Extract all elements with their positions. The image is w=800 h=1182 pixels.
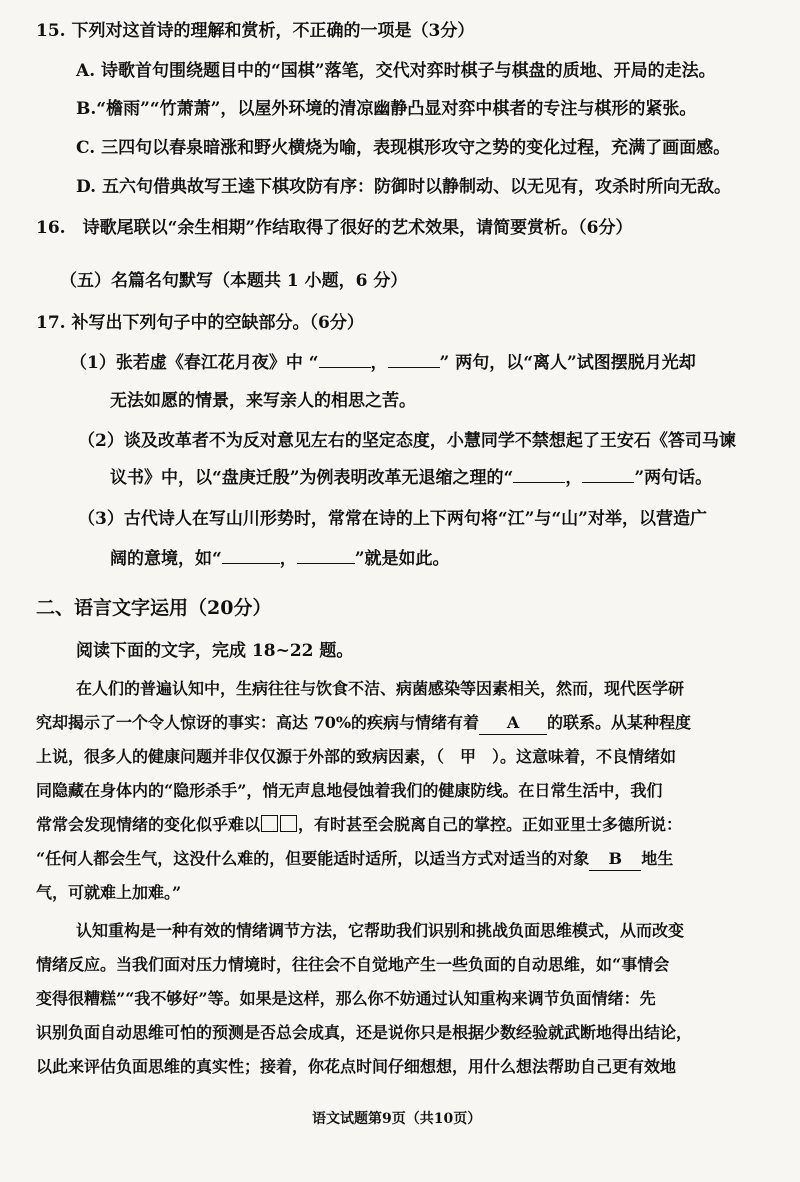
q17-part-2: （2）谈及改革者不为反对意见左右的坚定态度，小慧同学不禁想起了王安石《答司马谏 [78,431,736,451]
question-16: 16. 诗歌尾联以“余生相期”作结取得了很好的艺术效果，请简要赏析。（6分） [36,218,633,238]
passage-line: 变得很糟糕”“我不够好”等。如果是这样，那么你不妨通过认知重构来调节负面情绪：先 [36,989,656,1008]
reading-instruction: 阅读下面的文字，完成 18~22 题。 [76,641,354,661]
section-heading-2: 二、语言文字运用（20分） [36,597,272,619]
passage-line: 识别负面自动思维可怕的预测是否总会成真，还是说你只是根据少数经验就武断地得出结论， [36,1023,693,1042]
comma: ， [370,353,388,373]
empty-box [280,815,297,832]
q15-option-b: B.“檐雨”“竹萧萧”，以屋外环境的清凉幽静凸显对弈中棋者的专注与棋形的紧张。 [76,99,697,119]
q17-part-3-cont [110,548,450,570]
q15-option-c: C. 三四句以春泉暗涨和野火横烧为喻，表现棋形攻守之势的变化过程，充满了画面感。 [76,138,731,158]
passage-line: 在人们的普遍认知中，生病往往与饮食不洁、病菌感染等因素相关，然而，现代医学研 [76,679,685,698]
passage-line: 认知重构是一种有效的情绪调节方法，它帮助我们识别和挑战负面思维模式，从而改变 [76,921,685,940]
q17-part-1-cont: 无法如愿的情景，来写亲人的相思之苦。 [110,391,416,411]
passage-text: ，有时甚至会脱离自己的掌控。正如亚里士多德所说： [298,815,683,834]
q17-part-3: （3）古代诗人在写山川形势时，常常在诗的上下两句将“江”与“山”对举，以营造广 [78,509,707,529]
page-footer: 语文试题第9页（共10页） [312,1111,482,1127]
answer-blank[interactable] [513,468,565,483]
q17-stem: 17. 补写出下列句子中的空缺部分。（6分） [36,313,364,333]
q17-p2-text-start: 议书》中，以“盘庚迁殷”为例表明改革无退缩之理的“ [110,468,514,488]
passage-text: 常常会发现情绪的变化似乎难以 [36,815,261,834]
q17-part-2-cont [110,467,712,489]
answer-blank[interactable] [319,353,371,368]
passage-line [36,814,682,836]
q17-p3-text-end: ”就是如此。 [354,549,450,569]
passage-line: 上说，很多人的健康问题并非仅仅源于外部的致病因素，（ 甲 ）。这意味着，不良情绪如 [36,747,677,766]
passage-text: 究却揭示了一个令人惊讶的事实：高达 70%的疾病与情绪有着 [36,713,480,732]
passage-line: 情绪反应。当我们面对压力情境时，往往会不自觉地产生一些负面的自动思维，如“事情会 [36,955,670,974]
q17-p3-text-start: 阔的意境，如“ [110,549,222,569]
answer-blank[interactable] [297,549,355,564]
passage-text: 地生 [641,849,674,868]
blank-b: B [589,848,641,871]
passage-line [36,712,691,735]
answer-blank[interactable] [222,549,280,564]
comma: ， [279,549,297,569]
answer-blank[interactable] [582,468,634,483]
q15-stem: 15. 下列对这首诗的理解和赏析，不正确的一项是（3分） [36,21,475,41]
passage-line: 气，可就难上加难。” [36,883,182,902]
passage-line [36,848,673,871]
q17-p1-text-end: ” 两句，以“离人”试图摆脱月光却 [439,353,696,373]
q15-option-d: D. 五六句借典故写王逵下棋攻防有序：防御时以静制动、以无见有，攻杀时所向无敌。 [76,177,731,197]
answer-blank[interactable] [388,353,440,368]
blank-a: A [479,712,547,735]
q17-p1-text-start: （1）张若虚《春江花月夜》中 “ [70,353,319,373]
passage-line: 以此来评估负面思维的真实性；接着，你花点时间仔细想想，用什么想法帮助自己更有效地 [36,1057,677,1076]
q15-option-a: A. 诗歌首句围绕题目中的“国棋”落笔，交代对弈时棋子与棋盘的质地、开局的走法。 [76,61,716,81]
comma: ， [565,468,583,488]
q17-part-1 [70,352,696,374]
empty-box [261,815,278,832]
passage-line: 同隐藏在身体内的“隐形杀手”，悄无声息地侵蚀着我们的健康防线。在日常生活中，我们 [36,781,663,800]
passage-text: 的联系。从某种程度 [547,713,692,732]
q17-p2-text-end: ”两句话。 [634,468,713,488]
passage-text: “任何人都会生气，这没什么难的，但要能适时适所，以适当方式对适当的对象 [36,849,590,868]
section-heading-5: （五）名篇名句默写（本题共 1 小题，6 分） [60,271,408,291]
